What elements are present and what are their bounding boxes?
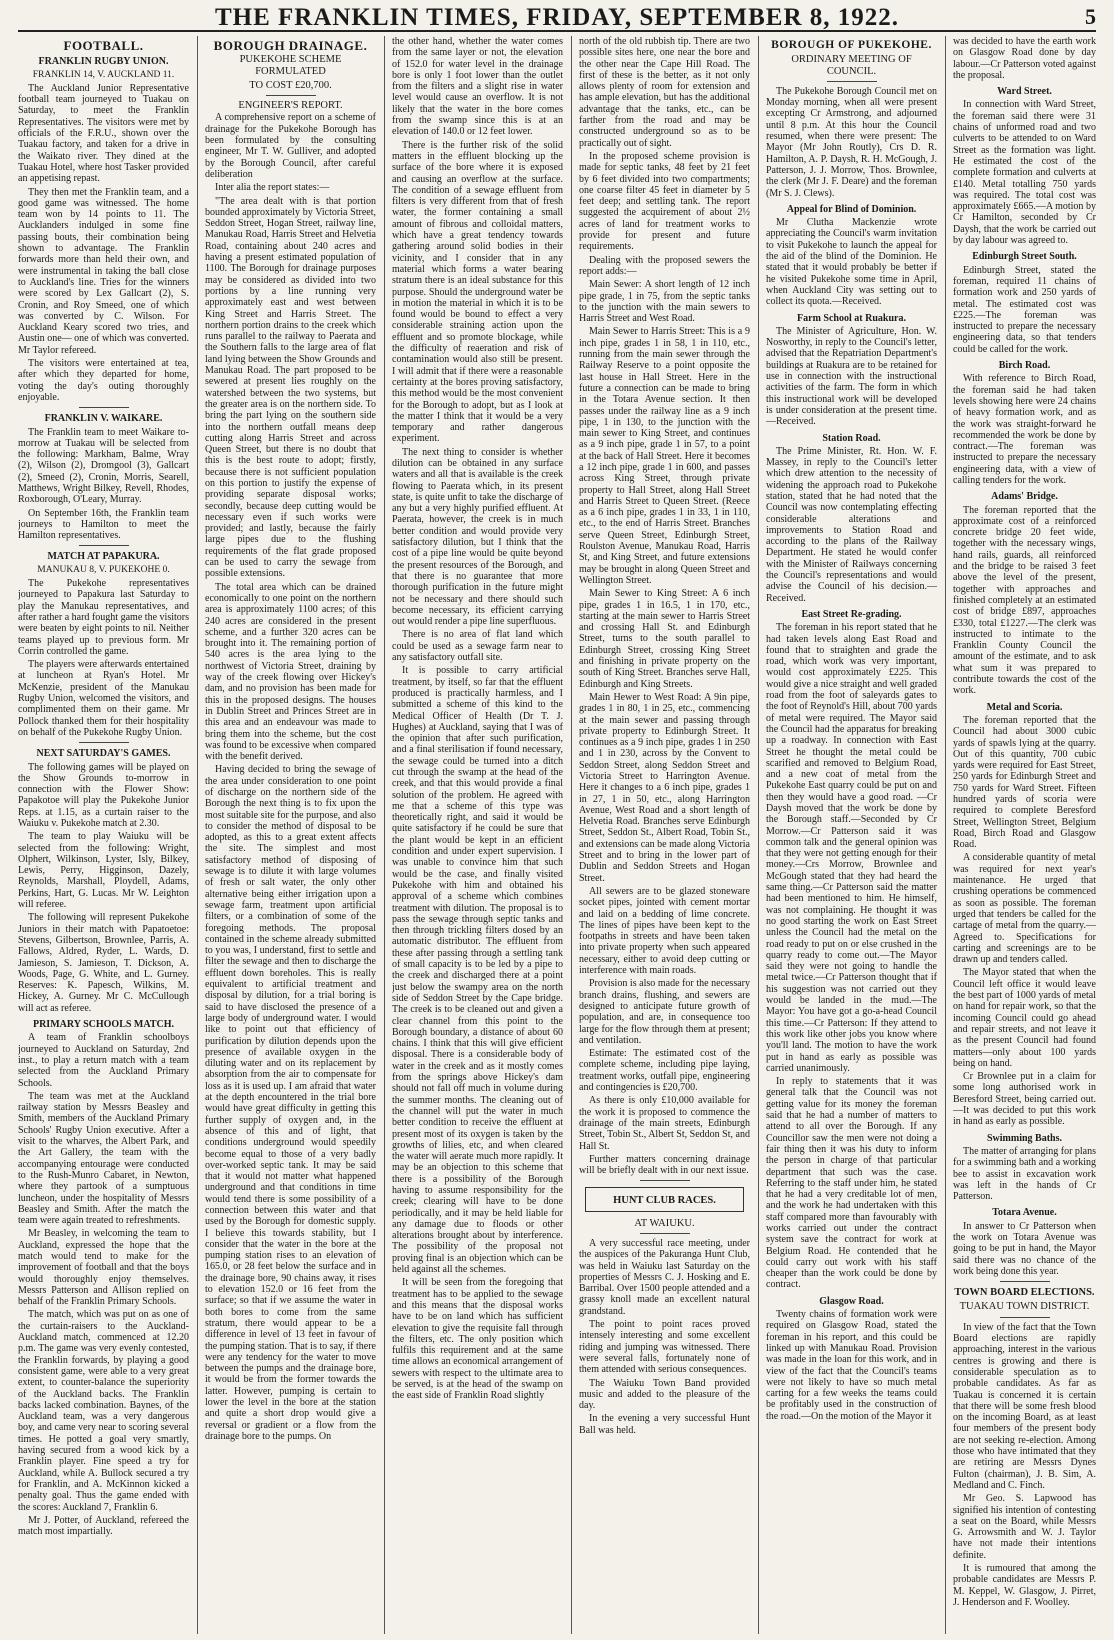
article-paragraph: the other hand, whether the water comes from the same layer or not, the elevation of 152.0 for water level in the drainage bore is only 1 foot lower than the outlet from the filters and a slight rise in water level would cause an overflow. It is not likely that the water in the bore comes from the swamp since this is at an elevation of 140.0 or 12 feet lower. [392, 36, 563, 138]
article-paragraph: It will be seen from the foregoing that treatment has to be applied to the sewage and this means that the disposal works have to be on land which has sufficient elevation to give the requisite fall through the filters, etc. The only position which fulfils this requirement and at the same time allows an economical arrangement of sewers with respect to the ultimate area to be served, is at the head of the swamp on the east side of Franklin Road slightly [392, 1277, 563, 1402]
section-heading: Swimming Baths. [986, 1132, 1062, 1144]
article-paragraph: The next thing to consider is whether dilution can be obtained in any surface waters and all that is available is the creek flowing to Paerata which, in its present state, is quite unfit to take the discharge of any but a very highly purified effluent. At Paerata, however, the creek is in much better condition and would provide very satisfactory dilution, but I think that the cost of a pipe line would be quite beyond the present resources of the Borough, and that there is no guarantee that more thorough purification in the future might not be necessary and there should such become necessary, its efficient carrying out would render a pipe line superfluous. [392, 446, 563, 628]
article-paragraph: The foreman in his report stated that he had taken levels along East Road and found that to straighten and grade the road, which work was very important, would cost approximately £225. This would give a nice straight and well graded road from the foot of saleyards gates to the foot of Reynold's Hill, about 700 yards of metal were required. The Mayor said the Council had the apparatus for breaking up a roadway. In connection with East Street he thought the metal could be scarified and removed to Belgium Road, and a new coat of metal from the Pukekohe East quarry could be put on and then they would have a good road. —Cr Daysh moved that the work be done by the Borough staff.—Seconded by Cr Morrow.—Cr Patterson said it was common talk and the general opinion was that they were not getting enough for their money.—Crs Morrow, Brownlee and McGough stated that they had heard the same thing.—Cr Patterson said the matter had been mentioned to him. He himself, was not complaining. He thought it was no good starting the work on East Street unless the Council had the metal on the road ready to put on or else crushed in the quarry ready to come out.—The Mayor said they were not going to handle the metal twice.—Cr Patterson thought that if his suggestion was not carried out they would be landed in the mud.—The Mayor: You have got a go-a-head Council this time.—Cr Patterson: If they attend to this work like other jobs you know where you'll land. The motion to have the work put in hand as early as possible was carried unanimously. [766, 622, 937, 1074]
section-heading: Appeal for Blind of Dominion. [786, 203, 917, 215]
divider [640, 1233, 690, 1234]
subheading: NEXT SATURDAY'S GAMES. [36, 748, 171, 760]
article-paragraph: As there is only £10,000 available for the work it is proposed to commence the drainage of the main streets, Edinburgh Street, Tobin St., Albert St, Seddon St, and Hall St. [579, 1095, 750, 1152]
column-3 [392, 36, 563, 1634]
article-paragraph: In reply to statements that it was general talk that the Council was not getting value for its money the foreman said that he had a number of matters to attend to all over the Borough. If any Councillor saw the men were not doing a fair thing then it was his duty to inform the person in charge of that particular department that such was the case. Referring to the staff under him, he stated that he had a very creditable lot of men, and the work he had undertaken with this staff compared more than favourably with works carried out under the contract system save the contract for work at Belgium Road. He contended that he could carry out work with his staff cheaper than the work could be done by contract. [766, 1076, 937, 1291]
article-paragraph: The Mayor stated that when the Council left office it would leave the best part of 1000 yards of metal on hand for repair work, so that the incoming Council could go ahead and repair streets, and not leave it as the present Council had found matters—only about 100 yards being on hand. [953, 967, 1096, 1069]
article-paragraph: The Waiuku Town Band provided music and added to the pleasure of the day. [579, 1377, 750, 1412]
section-heading: East Street Re-grading. [801, 608, 902, 620]
page-number: 5 [1085, 4, 1096, 29]
article-paragraph: In the proposed scheme provision is made for septic tanks, 48 feet by 21 feet by 6 feet divided into two compartments; one coarse filter 45 feet in diameter by 5 feet deep; and settling tank. The report suggested the acquirement of about 2½ acres of land for treatment works to provide for present and future requirements. [579, 150, 750, 253]
article-paragraph: The players were afterwards entertained at luncheon at Ryan's Hotel. Mr McKenzie, president of the Manukau Rugby Union, welcomed the visitors, and complimented them on their game. Mr Pollock thanked them for their hospitality on behalf of the Pukekohe Rugby Union. [18, 659, 189, 738]
section-heading: Metal and Scoria. [986, 701, 1063, 713]
article-paragraph: With reference to Birch Road, the foreman said he had taken levels showing here were 24 chains of heavy formation work, and as the work was straight-forward he recommended the work be done by contract.—The foreman was instructed to prepare the necessary engineering data, with a view of calling tenders for the work. [953, 373, 1096, 486]
elections-heading: TOWN BOARD ELECTIONS. [954, 1287, 1095, 1299]
subheading: ORDINARY MEETING OF COUNCIL. [791, 54, 912, 77]
section-heading: Totara Avenue. [992, 1207, 1057, 1219]
newspaper-title: THE FRANKLIN TIMES, FRIDAY, SEPTEMBER 8, 1922. [214, 4, 900, 31]
article-paragraph: Mr Geo. S. Lapwood has signified his intention of contesting a seat on the Board, while Messrs G. Arrowsmith and W. J. Taylor have not made their intentions definite. [953, 1493, 1096, 1561]
column-1 [18, 36, 189, 1634]
section-heading: Birch Road. [998, 360, 1051, 372]
subheading: MATCH AT PAPAKURA. [47, 551, 160, 563]
column-6 [953, 36, 1096, 1634]
article-paragraph: A considerable quantity of metal was required for next year's maintenance. He urged that crushing operations be commenced as soon as possible. The foreman urged that tenders be called for the cartage of metal from the quarry.—Agreed to. Specifications for carting and screenings are to be drawn up and tenders called. [953, 852, 1096, 966]
subheading: PUKEKOHE SCHEME FORMULATED [239, 54, 342, 77]
article-paragraph: Dealing with the proposed sewers the report adds:— [579, 254, 750, 277]
article-paragraph: In view of the fact that the Town Board elections are rapidly approaching, interest in the various centres is growing and there is considerable speculation as to probable candidates. As far as Tuakau is concerned it is certain that there will be some fresh blood on the incoming Board, as at least four members of the present body are not seeking re-election. Among those who have intimated that they are retiring are Messrs Dynes Fulton (chairman), J. B. Sim, A. Medland and C. Finch. [953, 1321, 1096, 1491]
article-paragraph: The Pukekohe representatives journeyed to Papakura last Saturday to play the Manukau representatives, and after rather a hard fought game the visitors were beaten by eight points to nil. Neither teams played up to previous form. Mr Corrin controlled the game. [18, 578, 189, 657]
section-heading: Glasgow Road. [819, 1295, 884, 1307]
article-paragraph: A team of Franklin schoolboys journeyed to Auckland on Saturday, 2nd inst., to play a return match with a team selected from the Auckland Primary Schools. [18, 1032, 189, 1089]
article-paragraph: The matter of arranging for plans for a swimming bath and a working bee to assist in excavation work was left in the hands of Cr Patterson. [953, 1145, 1096, 1203]
subheading: PRIMARY SCHOOLS MATCH. [32, 1019, 175, 1031]
article-paragraph: The Minister of Agriculture, Hon. W. Nosworthy, in reply to the Council's letter, advised that the Repatriation Department's buildings at Ruakura are to be retained for use in connection with the instructional activities of the farm. The form in which this instructional work will be developed is under consideration at the present time.—Received. [766, 325, 937, 428]
article-paragraph: The following games will be played on the Show Grounds to-morrow in connection with the Flower Show: Papakotoe will play the Pukekohe Junior Reps. at 1.15, as a curtain raiser to the Waiuku v. Pukekohe match at 2.30. [18, 761, 189, 829]
article-paragraph: Having decided to bring the sewage of the area under consideration to one point of discharge on the northern side of the Borough the next thing is to fix upon the most suitable site for the purpose, and also to consider the method of disposal to be adopted, as this to a great extent affects the site. The simplest and most satisfactory method of disposing of sewage is to dilute it with large volumes of fresh or salt water, the only other alternative being either irrigation upon a sewage farm, treatment upon artificial filters, or a combination of some of the foregoing methods. The proposal contained in the scheme already submitted to you was, I understand, first to settle and filter the sewage and then to discharge the effluent down boreholes. This is really equivalent to artificial treatment and disposal by dilution, for a trial boring is said to have disclosed the presence of a large body of underground water. I would like to point out that efficiency of purification by dilution depends upon the presence of available oxygen in the diluting water and on its replacement by absorption from the air to compensate for loss as it is used up. I am afraid that water at the depth encountered in the trial bore would have great difficulty in getting this further supply of oxygen and, in the absence of this and of light, that conditions underground would speedily become equal to those of a very badly over-worked septic tank. It may be said that it would not matter what happened underground and that conditions in time would tend there is some possibility of a connection between this water and that used by the Borough for domestic supply. I believe this towards stability, but I consider that the water in the bore at the pumping station rises to an elevation of 165.0, or 28 feet below the surface and in the drainage bore, 90 chains away, it rises to elevation 152.0 or 16 feet from the surface; so that if we assume the water in both bores to come from the same stratum, there would appear to be a difference in level of 13 feet in favour of the pumping station. That is to say, if there were any tendency for the water to move between the pumps and the drainage bore, it would be from the former towards the latter. However, pumping is certain to lower the level in the bore at the station and quite a short drop would give a reversal or gradient or a flow from the drainage bore to the pumps. On [205, 764, 376, 1442]
column-4 [579, 36, 750, 1634]
column-rule [197, 36, 198, 1634]
article-paragraph: Cr Brownlee put in a claim for some long authorised work in Beresford Street, being carried out.—It was decided to put this work in hand as early as possible. [953, 1071, 1096, 1128]
subheading: FRANKLIN V. WAIKARE. [44, 413, 163, 425]
article-paragraph: Main Hewer to West Road: A 9in pipe, grades 1 in 80, 1 in 25, etc., commencing at the main sewer and passing through private property to Edinburgh Street. It continues as a 9 inch pipe, grades 1 in 250 and 1 in 230, across by the Convent to Seddon Street, along Seddon Street and Victoria Street to Harrington Avenue. Here it changes to a 6 inch pipe, grades 1 in 27, 1 in 50, etc., along Harrington Avenue, West Road and a short length of Helvetia Road. Branches serve Edinburgh Street, Seddon St., Albert Road, Tobin St., and extensions can be made along Victoria Street and to bring in the lower part of Dublin and Seddon Streets and Hogan Street. [579, 691, 750, 884]
article-paragraph: There is no area of flat land which could be used as a sewage farm near to any satisfactory outfall site. [392, 629, 563, 664]
section-heading: Ward Street. [997, 86, 1052, 98]
article-paragraph: The visitors were entertained at tea, after which they departed for home, voting the day's outing thoroughly enjoyable. [18, 358, 189, 403]
subheading: TO COST £20,700. [249, 79, 332, 91]
article-paragraph: The Pukekohe Borough Council met on Monday morning, when all were present excepting Cr Armstrong, and adjourned until 8 p.m. At this hour the Council resumed, when there were present: The Mayor (Mr John Routly), Crs D. R. Hamilton, A. P. Daysh, R. H. McGough, J. Patterson, J. J. Morrow, Thos. Brownlee, the clerk (Mr J. F. Deare) and the foreman (Mr S. J. Clews). [766, 85, 937, 199]
column-rule [571, 36, 572, 1634]
article-paragraph: The foreman reported that the approximate cost of a reinforced concrete bridge 20 feet wide, together with the necessary wings, hand rails, guards, all reinforced and the bridge to be raised 3 feet above the level of the present, together with approaches and finished completely at an estimated cost of bridge £897, approaches £330, total £1227.—The clerk was instructed to intimate to the Franklin County Council the amount of the estimate, and to ask what sum it was prepared to contribute towards the cost of the work. [953, 504, 1096, 697]
divider [1000, 1317, 1050, 1318]
divider [827, 81, 877, 82]
divider [640, 1180, 690, 1181]
masthead [18, 4, 1096, 32]
article-paragraph: The total area which can be drained economically to one point on the northern area is approximately 1100 acres; of this 240 acres are considered in the present scheme, and a further 320 acres can be brought into it. The remaining portion of 540 acres is the area lying to the northwest of Victoria Street, draining by way of the creek flowing over Hickey's dam, and no provision has been made for this in the proposed designs. The houses in Dublin Street and Princes Street are in this area and an endeavour was made to bring them into the scheme, but the cost was found to be excessive when compared with the benefit derived. [205, 581, 376, 763]
article-paragraph: Main Sewer to Harris Street: This is a 9 inch pipe, grades 1 in 58, 1 in 110, etc., running from the main sewer through the Railway Reserve to a point opposite the last house in Hall Street. Here in the future a connection can be made to bring in the Totara Avenue section. It then passes under the railway line as a 9 inch pipe, 1 in 130, to the junction with the main sewer to King Street, and continues as a 9 inch pipe, grade 1 in 57, to a point at the back of Hall Street. Here it becomes a 12 inch pipe, grade 1 in 600, and passes across King Street, through private property to Hall Street, along Hall Street and Harris Street to Queen Street. (Reece as a 6 inch pipe, grades 1 in 33, 1 in 110, etc., to the end of Harris Street. Branches serve Queen Street, Edinburgh Street, Roulston Avenue, Manukau Road, Harris St, and King Street, and future extensions may be brought in along Queen Street and Wellington Street. [579, 326, 750, 586]
section-heading: Station Road. [822, 432, 881, 444]
section-heading: Edinburgh Street South. [972, 251, 1077, 263]
article-paragraph: Estimate: The estimated cost of the complete scheme, including pipe laying, treatment works, outfall pipe, engineering and contingencies is £20,700. [579, 1048, 750, 1094]
article-paragraph: Mr J. Potter, of Auckland, refereed the match most impartially. [18, 1514, 189, 1538]
article-paragraph: was decided to have the earth work on Glasgow Road done by day labour.—Cr Patterson voted against the proposal. [953, 36, 1096, 81]
divider [79, 407, 129, 408]
article-paragraph: north of the old rubbish tip. There are two possible sites here, one near the bore and the other near the Cape Hill Road. The first of these is the better, as it not only allows plenty of room for extension and has ample elevation, but has the additional advantage that the tanks, etc., can be farther from the road and may be constructed underground so as to be practically out of sight. [579, 36, 750, 149]
section-heading: Adams' Bridge. [991, 491, 1058, 503]
divider [1000, 1281, 1050, 1282]
article-paragraph: In the evening a very successful Hunt Ball was held. [579, 1413, 750, 1436]
subheading: ENGINEER'S REPORT. [238, 100, 343, 112]
article-paragraph: A very successful race meeting, under the auspices of the Pakuranga Hunt Club, was held in Waiuku last Saturday on the properties of Messrs C. J. Hosking and E. Barribal. Over 1500 people attended and a grassy knoll made an excellent natural grandstand. [579, 1237, 750, 1317]
column-rule [945, 36, 946, 1634]
article-paragraph: There is the further risk of the solid matters in the effluent blocking up the surface of the bore where it is exposed and causing an overflow at the surface. The condition of a sewage effluent from filters is very different from that of fresh water, the former containing a small amount of fibrous and colloidal matters, which have a great tendency towards gathering around solid bodies in their vicinity, and I consider that in any material which forms a water bearing stratum there is an ideal substance for this purpose. Should the underground water be in motion the material in which it is to be found would be bound to effect a very considerable straining action upon the effluent and so promote blockage, while the difficulty of reaeration and risk of contamination would also still be present. I will admit that if there were a reasonable certainty at the bores proving satisfactory, this method would be the most convenient for the Borough to adopt, but as I look at the matter I think that it would be a very temporary and rather dangerous experiment. [392, 139, 563, 445]
article-paragraph: In answer to Cr Patterson when the work on Totara Avenue was going to be put in hand, the Mayor said there was no chance of the work being done this year. [953, 1220, 1096, 1277]
football-heading: FOOTBALL. [63, 38, 144, 53]
subheading: TUAKAU TOWN DISTRICT. [959, 1301, 1090, 1313]
section-heading: Farm School at Ruakura. [797, 312, 906, 324]
article-paragraph: Mr Beasley, in welcoming the team to Auckland, expressed the hope that the match would tend to make for the improvement of football and that the boys would thoroughly enjoy themselves. Messrs Patterson and Allison replied on behalf of the Franklin Primary Schools. [18, 1228, 189, 1308]
article-paragraph: The Franklin team to meet Waikare to-morrow at Tuakau will be selected from the following: Markham, Balme, Wray (2), Wilson (2), Dromgool (3), Gallcart (2), Smeed (2), Cronin, Morris, Searell, Matthews, Wright Bilkey, Revell, Rhodes, Roxborough, O'Leary, Murray. [18, 426, 189, 506]
article-paragraph: Inter alia the report states:— [215, 182, 330, 194]
article-paragraph: Edinburgh Street, stated the foreman, required 11 chains of formation work and 250 yards of metal. The estimated cost was £225.—The foreman was instructed to prepare the necessary engineering data, so that tenders could be called for the work. [953, 264, 1096, 355]
article-paragraph: The Auckland Junior Representative football team journeyed to Tuakau on Saturday, to meet the Franklin Representatives. The visitors were met by officials of the F.R.U., shown over the Tuakau factory, and taken for a drive in the Waikato river. They dined at the Tuakau Hotel, where host Tasker provided an appetising repast. [18, 82, 189, 185]
article-paragraph: Main Sewer: A short length of 12 inch pipe grade, 1 in 75, from the septic tanks to the junction with the main sewers to Harris Street and West Road. [579, 279, 750, 325]
article-paragraph: Provision is also made for the necessary branch drains, flushing, and sewers are designed to anticipate future growth of population, and are, in consequence too large for the flow through them at present; and ventilation. [579, 978, 750, 1046]
article-paragraph: On September 16th, the Franklin team journeys to Hamilton to meet the Hamilton representatives. [18, 507, 189, 542]
subheading: AT WAIUKU. [634, 1217, 695, 1229]
article-paragraph: It is rumoured that among the probable candidates are Messrs P. M. Keppel, W. Glasgow, J. Pirret, J. Henderson and F. Woolley. [953, 1563, 1096, 1608]
divider [79, 545, 129, 546]
article-paragraph: It is possible to carry artificial treatment, by itself, so far that the effluent produced is practically harmless, and I submitted a scheme of this kind to the Medical Officer of Health (Dr T. J. Hughes) at Auckland, saying that I was of the opinion that after such purification, and a final sterilisation if found necessary, the sewage could be turned into a ditch cut through the swamp at the head of the creek, and that this would provide a final solution of the problem. He agreed with me that a scheme of this type was theoretically right, and said it would be quite satisfactory if he could be sure that the plant would be kept in an efficient condition and under expert supervision. I was unable to convince him that such would be the case, and finally visited Pukekohe with him and obtained his approval of a scheme which combines treatment with dilution. The proposal is to pass the sewage through septic tanks and then through trickling filters dosed by an automatic distributor. The effluent from these after passing through a settling tank of small capacity is to be led by a pipe to the creek and discharged there at a point just below the swampy area on the north side of Seddon Street by the Cape bridge. The creek is to be cleaned out and given a clear channel from this point to the Borough boundary, a distance of about 60 chains. I think that this will give efficient disposal. There is a considerable body of water in the creek and as it mostly comes from the springs above Hickey's dam should not fall off much in volume during the summer months. The cleaning out of the channel will put the water in much better condition to receive the effluent at present most of its oxygen is taken by the growths of lilies, etc, and when cleared the water will aerate much more rapidly. It may be an objection to this scheme that there is a possibility of the Borough having to assume responsibility for the creek; clearing will have to be done periodically, and it may be held liable for any damage due to floods or other alterations brought about by interference. The possibility of the proposal not proving final is an objection which can be held against all the schemes. [392, 665, 563, 1276]
subheading: FRANKLIN RUGBY UNION. [38, 56, 169, 68]
column-rule [758, 36, 759, 1634]
article-paragraph: Mr Clutha Mackenzie wrote appreciating the Council's warm invitation to visit Pukekohe to launch the appeal for the aid of the blind of the Dominion. He stated that it would probably be better if he visited Pukekohe some time in April, when Auckland City was setting out to collect its quota.—Received. [766, 217, 937, 308]
article-paragraph: A comprehensive report on a scheme of drainage for the Pukekohe Borough has been formulated by the consulting engineer, Mr T. W. Gulliver, and adopted by the Borough Council, after careful deliberation [205, 112, 376, 180]
column-rule [384, 36, 385, 1634]
match-score: FRANKLIN 14, V. AUCKLAND 11. [32, 69, 175, 80]
divider [79, 742, 129, 743]
hunt-heading: HUNT CLUB RACES. [613, 1195, 716, 1207]
article-paragraph: The Prime Minister, Rt. Hon. W. F. Massey, in reply to the Council's letter which drew attention to the necessity of widening the approach road to Pukekohe station, stated that he had noted that the Council was now contemplating effecting considerable alterations and improvements to Station Road and according to the plans of the Railway Department. He stated he would confer with the Minister of Railways concerning the Council's representations and would advise the Council of his decision.—Received. [766, 445, 937, 604]
article-paragraph: The match, which was put on as one of the curtain-raisers to the Auckland-Auckland match, commenced at 12.20 p.m. The game was very evenly contested, the Franklin forwards, by playing a good consistent game, were able to a very great extent, to counter-balance the superiority of the Auckland backs. The Franklin backs lacked combination. Baynes, of the Auckland team, was a very dangerous boy, and came very near to scoring several times. He potted a goal very smartly, having secured from a wood kick by a Franklin player. Fine speed a try for Auckland, while A. Bullock secured a try for Franklin, and A. McKinnon kicked a penalty goal. Thus the game ended with the scores: Auckland 7, Franklin 6. [18, 1309, 189, 1513]
match-score: MANUKAU 8, V. PUKEKOHE 0. [37, 564, 170, 575]
article-paragraph: In connection with Ward Street, the foreman said there were 31 chains of unformed road and two culverts to be attended to on Ward Street as the formation was light. He estimated the cost of the complete formation and culverts at £140. Metal totalling 750 yards was required. The total cost was approximately £665.—A motion by Cr Hamilton, seconded by Cr Daysh, that the work be carried out by day labour was agreed to. [953, 99, 1096, 247]
hunt-club-box [585, 1187, 744, 1211]
article-paragraph: The foreman reported that the Council had about 3000 cubic yards of spawls lying at the quarry. Out of this quantity, 700 cubic yards were required for East Street, 250 yards for Edinburgh Street and 750 yards for Ward Street. Fifteen hundred yards of scoria were required to complete Beresford Street, Wellington Street, Belgium Road, Birch Road and Glasgow Road. [953, 714, 1096, 851]
column-2 [205, 36, 376, 1634]
article-paragraph: Main Sewer to King Street: A 6 inch pipe, grades 1 in 16.5, 1 in 170, etc., starting at the main sewer to Harris Street and crossing Hall St. and Edinburgh Street, turns to the south parallel to Edinburgh Street, crossing King Street and finishing in private property on the south of King Street. Branches serve Hall, Edinburgh and King Streets. [579, 588, 750, 690]
article-paragraph: The team was met at the Auckland railway station by Messrs Beasley and Smith, members of the Auckland Primary Schools' Rugby Union executive. After a visit to the wharves, the Albert Park, and the Art Gallery, the team with the accompanying entourage were conducted to the Rush-Munro Cabaret, in Newton, where they partook of a sumptuous luncheon, under the hospitality of Messrs Beasley and Smith. After the match the team were again treated to refreshments. [18, 1090, 189, 1227]
article-paragraph: The point to point races proved intensely interesting and some excellent riding and jumping was witnessed. There were several falls, fortunately none of them attended with serious consequences. [579, 1319, 750, 1376]
article-paragraph: The following will represent Pukekohe Juniors in their match with Papatoetoe: Stevens, Gilbertson, Brownlee, Parris, A. Fallows, Aldred, Ryder, L. Wards, D. Jamieson, S. Jamieson, T. Dickson, A. Woods, Page, G. White, and L. Gurney. Reserves: K. Papesch, Wilkins, M. Hickey, A. Gurney. Mr C. McCullough will act as referee. [18, 912, 189, 1014]
borough-heading: BOROUGH OF PUKEKOHE. [771, 39, 932, 51]
article-paragraph: All sewers are to be glazed stoneware socket pipes, jointed with cement mortar and laid on a bedding of lime concrete. The lines of pipes have been kept to the footpaths in streets and have been taken into private property when such appeared necessary, either to avoid deep cutting or interference with main roads. [579, 885, 750, 977]
article-paragraph: Further matters concerning drainage will be briefly dealt with in our next issue. [579, 1153, 750, 1177]
drainage-heading: BOROUGH DRAINAGE. [213, 38, 368, 53]
article-paragraph: Twenty chains of formation work were required on Glasgow Road, stated the foreman in his report, and this could be linked up with Manukau Road. Provision was made in the loan for this work, and in view of the fact that the Council's teams were not likely to have so much metal carting for a few weeks the teams could be profitably used in the construction of the road.—On the motion of the Mayor it [766, 1309, 937, 1422]
page-columns [18, 36, 1096, 1634]
article-paragraph: The team to play Waiuku will be selected from the following: Wright, Olphert, Wilkinson, Lyster, Isly, Bilkey, Lewis, Perry, Higginson, Dazely, Reynolds, Marshall, Ploydell, Adams, Perkins, Hart, G. Lucas. Mr W. Leighton will referee. [18, 831, 189, 911]
article-paragraph: "The area dealt with is that portion bounded approximately by Victoria Street, Seddon Street, Hogan Street, railway line, Manukau Road, Harris Street and Helvetia Road, containing about 240 acres and having a present estimated population of 1100. The Borough for drainage purposes may be considered as divided into two portions by a line running very approximately east and west between King Street and Harris Street. The northern portion drains to the creek which runs parallel to the railway to Paerata and the Southern falls to the large area of flat land lying between the Show Grounds and Manukau Road. The part proposed to be sewered at present lies roughly on the watershed between the two systems, but the greater area is on the northern side. To bring the part lying on the southern side into the northern outfall means deep cutting along Harris Street and across Queen Street, but there is no doubt that this is the best route to adopt; firstly, because there is not sufficient population on this portion to justify the expense of providing separate disposal works; secondly, because deep cutting would be necessary even if such works were provided; and lastly, because the fairly large pipes due to the flushing requirements of the flat grade proposed can be used to carry the sewage from possible extensions. [205, 195, 376, 580]
divider [266, 95, 316, 96]
article-paragraph: They then met the Franklin team, and a good game was witnessed. The home team won by 14 points to 11. The Aucklanders indulged in some fine passing bouts, their combination being shown to advantage. The Franklin forwards more than held their own, and were instrumental in taking the ball close to Auckland's line. Tries for the winners were scored by Lex Gallcart (2), S. Cronin, and Roy Smeed, one of which was converted by C. Wilson. For Auckland Keary scored two tries, and Austin one— one of which was converted. Mr Taylor refereed. [18, 186, 189, 356]
column-5 [766, 36, 937, 1634]
